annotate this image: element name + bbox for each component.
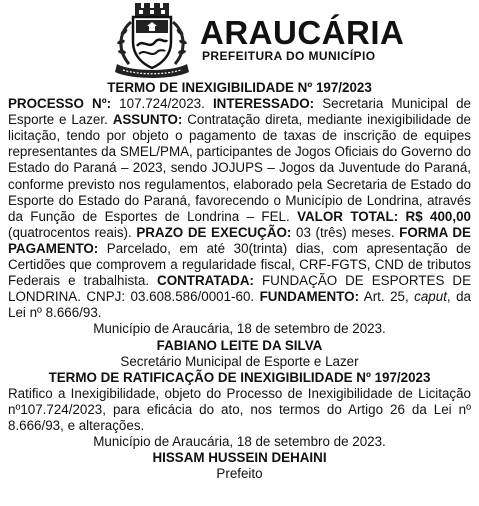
prazo-value: 03 (três) meses. [291, 224, 400, 240]
processo-value: 107.724/2023. [111, 96, 213, 112]
brand-subtitle: PREFEITURA DO MUNICÍPIO [202, 49, 376, 63]
forma-pagamento-label: FORMA DE PAGAMENTO: [8, 224, 471, 256]
interessado-value: Secretaria Municipal de Esporte e Lazer. [8, 96, 471, 128]
forma-pagamento-value: Parcelado, em até 30(trinta) dias, com apresentação de Certidões que comprovem a regularidade fiscal, CRF-FGTS, CND de tributos Federais e trabalhista. [8, 240, 471, 289]
fundamento-label: FUNDAMENTO: [259, 289, 360, 305]
signer-role: Secretário Municipal de Esporte e Lazer [120, 353, 359, 369]
termo-ratificacao-date: Município de Araucária, 18 de setembro de 2023. [93, 434, 386, 450]
valor-total-label: VALOR TOTAL: R$ 400,00 [297, 208, 471, 224]
contratada-label: CONTRATADA: [157, 273, 254, 289]
termo-ratificacao-title: TERMO DE RATIFICAÇÃO DE INEXIGIBILIDADE Nº 197/2023 [48, 369, 431, 385]
notice-content [8, 80, 471, 482]
prefeito-role: Prefeito [216, 466, 263, 482]
termo-inexigibilidade-date: Município de Araucária, 18 de setembro de 2023. [93, 321, 386, 337]
fundamento-caput: caput [414, 289, 447, 305]
brand-name: ARAUCÁRIA [200, 14, 405, 51]
interessado-label: INTERESSADO: [212, 96, 315, 112]
header [0, 2, 479, 80]
termo-ratificacao-body: Ratifico a Inexigibilidade, objeto do Processo de Inexigibilidade de Licitação nº107.724/2023, para eficácia do ato, nos termos do Artigo 26 da Lei nº 8.666/93, e alterações. [8, 385, 471, 433]
signer-name: FABIANO LEITE DA SILVA [156, 337, 323, 353]
prefeito-name: HISSAM HUSSEIN DEHAINI [152, 450, 327, 466]
valor-total-value: (quatrocentos reais). [8, 224, 137, 240]
prazo-label: PRAZO DE EXECUÇÃO: [136, 224, 292, 240]
contratada-value: FUNDAÇÃO DE ESPORTES DE LONDRINA. CNPJ: 03.608.586/0001-60. [8, 273, 471, 305]
assunto-label: ASSUNTO: [112, 112, 183, 128]
processo-label: PROCESSO Nº: [8, 96, 112, 112]
assunto-value: Contratação direta, mediante inexigibilidade de licitação, tendo por objeto o pagamento de taxas de inscrição de equipes representantes da SMEL/PMA, participantes de Jogos Oficiais do Governo do Estado do Paraná – 2023, sendo JOJUPS – Jogos da Juventude do Paraná, conforme previsto nos regulamentos, elaborado pela Secretaria de Estado do Esporte do Estado do Paraná, favorecendo o Município de Londrina, através da Função de Esportes de Londrina – FEL. [8, 112, 471, 224]
termo-inexigibilidade-title: TERMO DE INEXIGIBILIDADE Nº 197/2023 [107, 80, 372, 95]
municipal-coat-of-arms-icon [111, 2, 193, 78]
fundamento-tail: , da Lei nº 8.666/93. [8, 289, 472, 321]
termo-inexigibilidade-body [8, 96, 471, 321]
fundamento-value: Art. 25, [359, 289, 415, 305]
